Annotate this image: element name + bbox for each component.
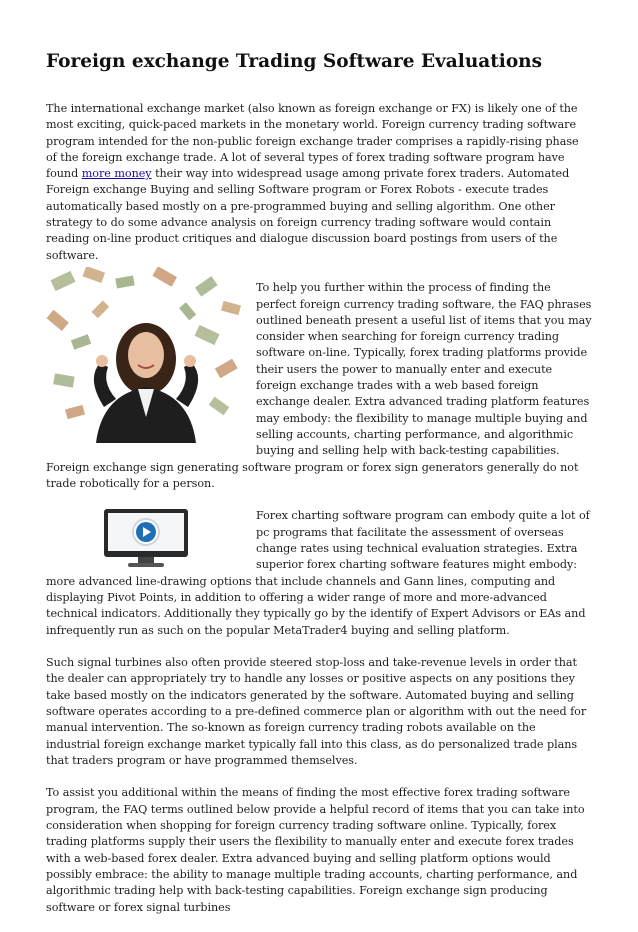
paragraph-1-text-a: The international exchange market (also known as foreign exchange or FX) is likely one of the most exciting, quick-paced markets in the monetary world. Foreign currency trading software program intended for the non-public foreign exchange trader comprises a rapidly-rising phase of the foreign exchange trade. A lot of several types of forex trading software program have found	[46, 102, 579, 181]
paragraph-1	[46, 101, 592, 264]
page-title: Foreign exchange Trading Software Evaluations	[46, 51, 543, 72]
paragraph-5: To assist you additional within the means of finding the most effective forex trading software program, the FAQ terms outlined below provide a helpful record of items that you can take into consideration when shopping for foreign currency trading software online. Typically, forex trading platforms supply their users the flexibility to manually enter and execute forex trades with a web-based forex dealer. Extra advanced buying and selling platform options would possibly embrace: the ability to manage multiple trading accounts, charting performance, and algorithmic trading help with back-testing capabilities. Foreign exchange sign producing software or forex signal turbines	[46, 786, 585, 914]
monitor-play-illustration	[46, 507, 246, 569]
paragraph-2: To help you further within the process of finding the perfect foreign currency trading software, the FAQ phrases outlined beneath present a useful list of items that you may consider when searching for foreign currency trading software on-line. Typically, forex trading platforms provide their users the power to manually enter and execute foreign exchange trades with a web based foreign exchange dealer. Extra advanced trading platform features may embody: the flexibility to manage multiple buying and selling accounts, charting performance, and algorithmic buying and selling help with back-testing capabilities. Foreign exchange sign generating software program or forex sign generators generally do not trade robotically for a person.	[46, 281, 592, 490]
article-body	[46, 101, 592, 932]
woman-money-illustration	[46, 267, 246, 443]
more-money-link[interactable]: more money	[81, 167, 152, 181]
money-woman-image	[46, 267, 256, 443]
paragraph-1-text-b: their way into widespread usage among private forex traders. Automated Foreign exchange Buying and selling Software program or Forex Robots - execute trades automatically based mostly on a pre-programmed buying and selling algorithm. One other strategy to do some advance analysis on foreign currency trading software would contain reading on-line product critiques and dialogue discussion board postings from users of the software.	[46, 167, 570, 262]
paragraph-3: Forex charting software program can embody quite a lot of pc programs that facilitate the assessment of overseas change rates using technical evaluation strategies. Extra superior forex charting software features might embody: more advanced line-drawing options that include channels and Gann lines, computing and displaying Pivot Points, in addition to offering a wider range of more and more-advanced technical indicators. Additionally they typically go by the identify of Expert Advisors or EAs and infrequently run as such on the popular MetaTrader4 buying and selling platform.	[46, 509, 590, 637]
paragraph-4: Such signal turbines also often provide steered stop-loss and take-revenue levels in order that the dealer can appropriately try to handle any losses or positive aspects on any positions they take based mostly on the indicators generated by the software. Automated buying and selling software operates according to a pre-defined commerce plan or algorithm with out the need for manual intervention. The so-known as foreign currency trading robots available on the industrial foreign exchange market typically fall into this class, as do personalized trade plans that traders program or have programmed themselves.	[46, 656, 587, 767]
monitor-image	[46, 507, 256, 569]
